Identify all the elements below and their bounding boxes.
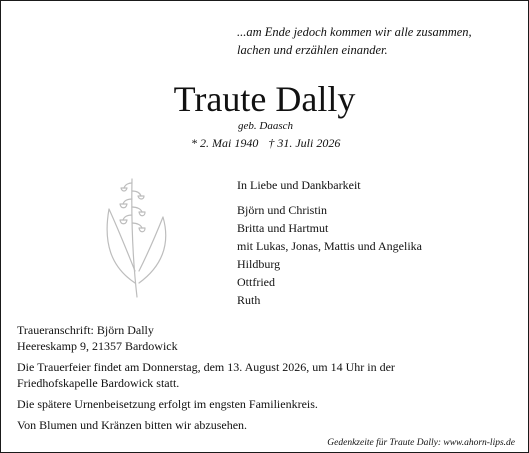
lily-of-the-valley-icon [97, 171, 177, 301]
address-line-2: Heereskamp 9, 21357 Bardowick [17, 339, 178, 353]
address-line-1: Traueranschrift: Björn Dally [17, 323, 154, 337]
ceremony-line-1: Die Trauerfeier findet am Donnerstag, dem 13. August 2026, um 14 Uhr in der [17, 360, 395, 374]
birth-name: geb. Daasch [238, 120, 293, 132]
mourning-address [17, 322, 178, 354]
deceased-name: Traute Dally [173, 79, 356, 119]
urn-burial-notice: Die spätere Urnenbeisetzung erfolgt im engsten Familienkreis. [17, 397, 318, 411]
ceremony-line-2: Friedhofskapelle Bardowick statt. [17, 376, 180, 390]
death-date: † 31. Juli 2026 [268, 136, 341, 150]
memorial-page-link[interactable]: Gedenkzeite für Traute Dally: www.ahorn-lips.de [327, 438, 515, 448]
mourner-line: Hildburg [237, 257, 281, 271]
birth-date: * 2. Mai 1940 [191, 136, 259, 150]
mourners-intro: In Liebe und Dankbarkeit [237, 178, 361, 192]
ceremony-notice [17, 359, 517, 391]
quote-line-2: lachen und erzählen einander. [237, 43, 388, 57]
mourner-line: mit Lukas, Jonas, Mattis und Angelika [237, 239, 422, 253]
mourner-line: Britta und Hartmut [237, 221, 329, 235]
flowers-notice: Von Blumen und Kränzen bitten wir abzusehen. [17, 418, 248, 432]
quote [237, 23, 517, 59]
mourner-line: Björn und Christin [237, 203, 328, 217]
life-dates [191, 135, 340, 151]
quote-line-1: ...am Ende jedoch kommen wir alle zusammen, [237, 25, 472, 39]
mourners-list [237, 176, 422, 309]
mourner-line: Ruth [237, 293, 261, 307]
mourner-line: Ottfried [237, 275, 275, 289]
